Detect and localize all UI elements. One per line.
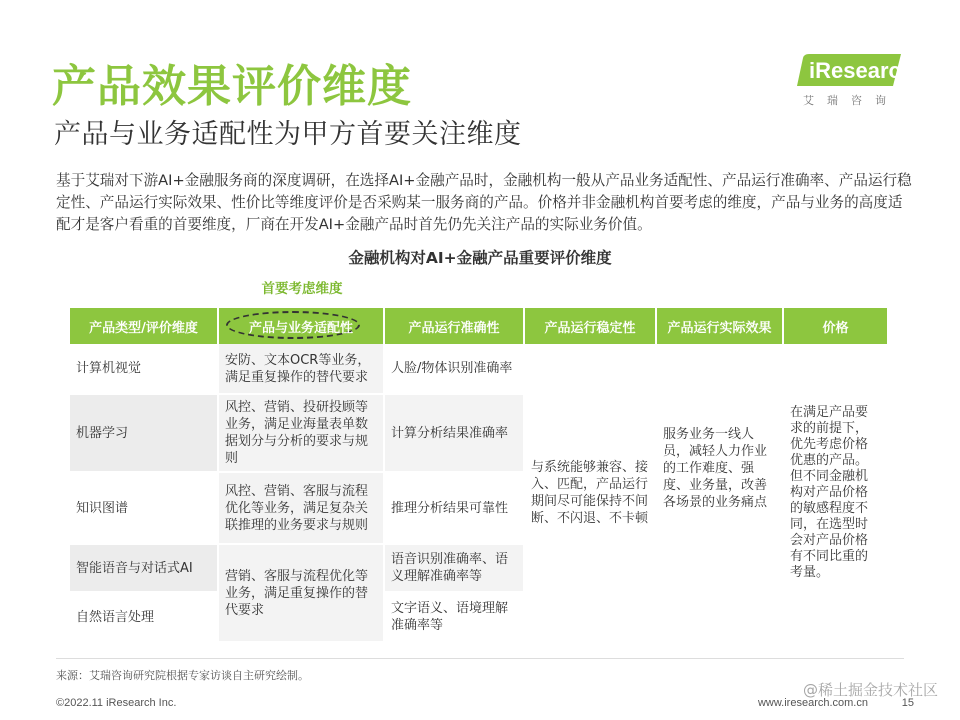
watermark: @稀土掘金技术社区 bbox=[802, 681, 938, 699]
row-type: 智能语音与对话式AI bbox=[70, 544, 218, 592]
row-accuracy: 文字语义、语境理解准确率等 bbox=[384, 592, 524, 642]
header-fit bbox=[218, 308, 384, 344]
logo-brand: iResearch bbox=[809, 58, 915, 83]
iresearch-logo bbox=[793, 52, 915, 107]
row-fit: 风控、营销、投研投顾等业务，满足业海量表单数据划分与分析的要求与规则 bbox=[218, 394, 384, 472]
row-accuracy: 人脸/物体识别准确率 bbox=[384, 344, 524, 394]
row-type: 自然语言处理 bbox=[70, 592, 218, 642]
header-stability: 产品运行稳定性 bbox=[524, 308, 656, 344]
effect-cell: 服务业务一线人员，减轻人力作业的工作难度、强度、业务量，改善各场景的业务痛点 bbox=[656, 344, 783, 642]
header-fit-label: 产品与业务适配性 bbox=[248, 320, 353, 336]
header-type: 产品类型/评价维度 bbox=[70, 308, 218, 344]
row-accuracy: 语音识别准确率、语义理解准确率等 bbox=[384, 544, 524, 592]
header-price: 价格 bbox=[783, 308, 887, 344]
priority-label: 首要考虑维度 bbox=[261, 281, 343, 297]
page-title: 产品效果评价维度 bbox=[52, 61, 412, 112]
logo-sub: 艾瑞咨询 bbox=[803, 94, 899, 107]
row-type: 机器学习 bbox=[70, 394, 218, 472]
row-fit: 风控、营销、客服与流程优化等业务，满足复杂关联推理的业务要求与规则 bbox=[218, 472, 384, 544]
page-subtitle: 产品与业务适配性为甲方首要关注维度 bbox=[54, 119, 522, 150]
footer-divider bbox=[56, 658, 904, 659]
website-url[interactable]: www.iresearch.com.cn bbox=[757, 697, 868, 709]
table-header-row bbox=[70, 308, 887, 344]
price-cell: 在满足产品要求的前提下，优先考虑价格优惠的产品。但不同金融机构对产品价格的敏感程度不同，在选型时会对产品价格有不同比重的考量。 bbox=[783, 344, 887, 642]
table-title: 金融机构对AI+金融产品重要评价维度 bbox=[348, 249, 612, 267]
header-effect: 产品运行实际效果 bbox=[656, 308, 783, 344]
row-type: 知识图谱 bbox=[70, 472, 218, 544]
intro-paragraph: 基于艾瑞对下游AI+金融服务商的深度调研，在选择AI+金融产品时，金融机构一般从产品业务适配性、产品运行准确率、产品运行稳定性、产品运行实际效果、性价比等维度评价是否采购某一服务商的产品。价格并非金融机构首要考虑的维度，产品与业务的高度适配才是客户看重的首要维度，厂商在开发AI+金融产品时首先仍先关注产品的实际业务价值。 bbox=[56, 172, 912, 233]
table-row bbox=[70, 344, 887, 394]
copyright: ©2022.11 iResearch Inc. bbox=[56, 697, 177, 709]
row-fit-merged: 营销、客服与流程优化等业务，满足重复操作的替代要求 bbox=[218, 544, 384, 642]
header-accuracy: 产品运行准确性 bbox=[384, 308, 524, 344]
row-type: 计算机视觉 bbox=[70, 344, 218, 394]
stability-cell: 与系统能够兼容、接入、匹配，产品运行期间尽可能保持不间断、不闪退、不卡顿 bbox=[524, 344, 656, 642]
evaluation-table bbox=[70, 308, 888, 643]
source-note: 来源：艾瑞咨询研究院根据专家访谈自主研究绘制。 bbox=[56, 669, 309, 682]
page-number: 15 bbox=[901, 697, 914, 709]
row-accuracy: 计算分析结果准确率 bbox=[384, 394, 524, 472]
row-accuracy: 推理分析结果可靠性 bbox=[384, 472, 524, 544]
row-fit: 安防、文本OCR等业务，满足重复操作的替代要求 bbox=[218, 344, 384, 394]
